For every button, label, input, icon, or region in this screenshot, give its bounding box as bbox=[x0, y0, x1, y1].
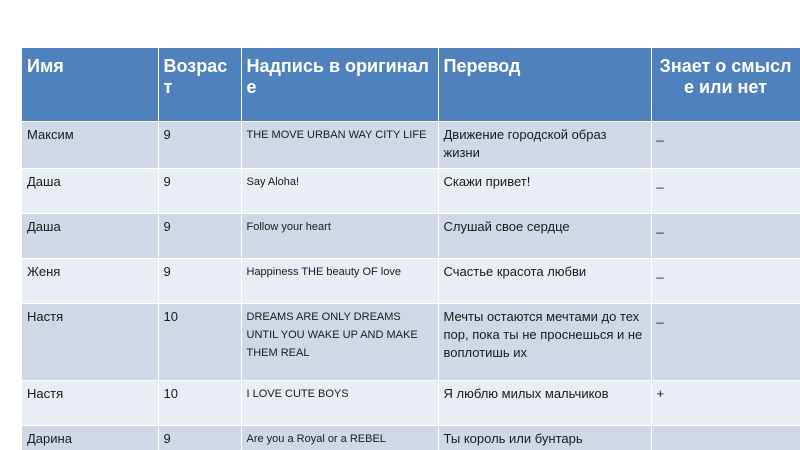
cell-knows: _ bbox=[651, 168, 800, 213]
table-row bbox=[22, 168, 800, 213]
header-age: Возраст bbox=[158, 48, 241, 121]
cell-translation: Скажи привет! bbox=[438, 168, 651, 213]
table-row bbox=[22, 213, 800, 258]
table-row bbox=[22, 425, 800, 450]
cell-translation: Мечты остаются мечтами до тех пор, пока ты не проснешься и не воплотишь их bbox=[438, 303, 651, 380]
cell-name: Даша bbox=[22, 213, 158, 258]
cell-original: Say Aloha! bbox=[241, 168, 438, 213]
cell-original: THE MOVE URBAN WAY CITY LIFE bbox=[241, 121, 438, 168]
cell-knows: _ bbox=[651, 213, 800, 258]
cell-name: Женя bbox=[22, 258, 158, 303]
cell-knows bbox=[651, 425, 800, 450]
table-row bbox=[22, 380, 800, 425]
cell-original: Are you a Royal or a REBEL bbox=[241, 425, 438, 450]
header-translation: Перевод bbox=[438, 48, 651, 121]
cell-knows: + bbox=[651, 380, 800, 425]
cell-name: Максим bbox=[22, 121, 158, 168]
header-row bbox=[22, 48, 800, 121]
cell-translation: Ты король или бунтарь bbox=[438, 425, 651, 450]
cell-knows: _ bbox=[651, 258, 800, 303]
table-row bbox=[22, 121, 800, 168]
cell-original: DREAMS ARE ONLY DREAMS UNTIL YOU WAKE UP AND MAKE THEM REAL bbox=[241, 303, 438, 380]
cell-knows: _ bbox=[651, 303, 800, 380]
cell-original: I LOVE CUTE BOYS bbox=[241, 380, 438, 425]
cell-name: Дарина bbox=[22, 425, 158, 450]
cell-age: 10 bbox=[158, 303, 241, 380]
cell-age: 9 bbox=[158, 258, 241, 303]
header-name: Имя bbox=[22, 48, 158, 121]
cell-age: 9 bbox=[158, 121, 241, 168]
cell-name: Настя bbox=[22, 303, 158, 380]
cell-knows: _ bbox=[651, 121, 800, 168]
cell-age: 10 bbox=[158, 380, 241, 425]
cell-name: Настя bbox=[22, 380, 158, 425]
table-row bbox=[22, 258, 800, 303]
cell-age: 9 bbox=[158, 425, 241, 450]
cell-age: 9 bbox=[158, 168, 241, 213]
table-row bbox=[22, 303, 800, 380]
cell-original: Happiness THE beauty OF love bbox=[241, 258, 438, 303]
cell-age: 9 bbox=[158, 213, 241, 258]
cell-translation: Счастье красота любви bbox=[438, 258, 651, 303]
survey-table bbox=[22, 48, 800, 450]
header-knows-meaning: Знает о смысле или нет bbox=[651, 48, 800, 121]
cell-translation: Слушай свое сердце bbox=[438, 213, 651, 258]
header-original: Надпись в оригинале bbox=[241, 48, 438, 121]
cell-name: Даша bbox=[22, 168, 158, 213]
cell-original: Follow your heart bbox=[241, 213, 438, 258]
cell-translation: Движение городской образ жизни bbox=[438, 121, 651, 168]
cell-translation: Я люблю милых мальчиков bbox=[438, 380, 651, 425]
